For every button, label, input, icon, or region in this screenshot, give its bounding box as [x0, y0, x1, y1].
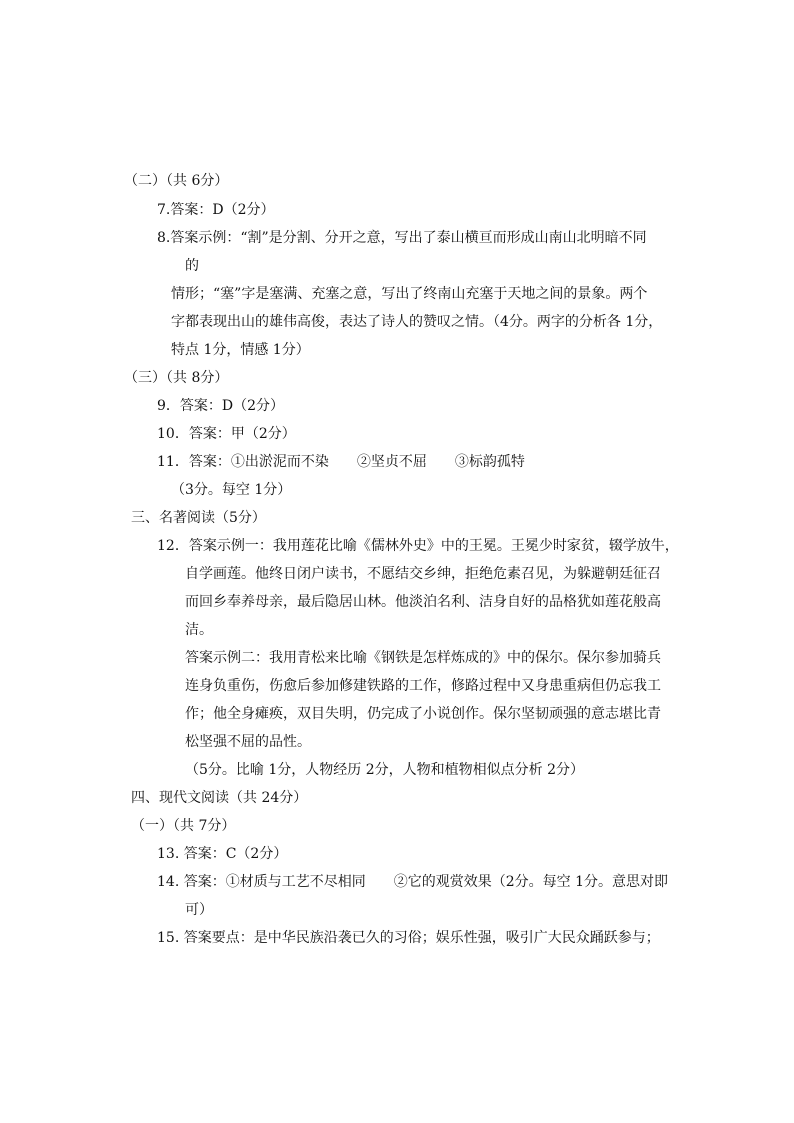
answer-11: 11．答案：①出淤泥而不染 ②坚贞不屈 ③标韵孤特 — [157, 454, 525, 470]
answer-8-continued: 情形；“塞”字是塞满、充塞之意，写出了终南山充塞于天地之间的景象。两个 — [171, 286, 648, 302]
answer-12-example-2: 答案示例二：我用青松来比喻《钢铁是怎样炼成的》中的保尔。保尔参加骑兵 — [185, 650, 661, 666]
answer-14-continued: 可） — [185, 902, 213, 918]
answer-8-continued: 字都表现出山的雄伟高俊，表达了诗人的赞叹之情。（4分。两字的分析各 1分， — [171, 314, 663, 330]
answer-7: 7.答案：D（2分） — [157, 202, 275, 218]
answer-9: 9．答案：D（2分） — [157, 398, 285, 414]
answer-8: 8.答案示例：“割”是分割、分开之意，写出了泰山横亘而形成山南山北明暗不同 — [157, 230, 647, 246]
answer-14: 14. 答案：①材质与工艺不尽相同 ②它的观赏效果（2分。每空 1分。意思对即 — [157, 874, 668, 890]
answer-12-example-2-continued: 作；他全身瘫痪，双目失明，仍完成了小说创作。保尔坚韧顽强的意志堪比青 — [185, 706, 661, 722]
answer-8-scoring: 特点 1分，情感 1分） — [171, 342, 310, 358]
answer-12-example-1-continued: 洁。 — [185, 622, 213, 638]
answer-12-scoring: （5分。比喻 1分，人物经历 2分，人物和植物相似点分析 2分） — [185, 762, 584, 778]
answer-10: 10．答案：甲（2分） — [157, 426, 296, 442]
classics-heading: 三、名著阅读（5分） — [131, 510, 266, 526]
answer-12-example-2-continued: 松坚强不屈的品性。 — [185, 734, 311, 750]
answer-12-example-1: 12．答案示例一：我用莲花比喻《儒林外史》中的王冕。王冕少时家贫，辍学放牛， — [157, 538, 679, 554]
modern-reading-part-1-heading: （一）（共 7分） — [131, 818, 236, 834]
section-3-heading: （三）（共 8分） — [124, 370, 229, 386]
answer-12-example-1-continued: 自学画莲。他终日闭户读书，不愿结交乡绅，拒绝危素召见，为躲避朝廷征召 — [185, 566, 661, 582]
answer-8-continued: 的 — [185, 258, 199, 274]
answer-11-scoring: （3分。每空 1分） — [171, 482, 292, 498]
modern-reading-heading: 四、现代文阅读（共 24分） — [131, 790, 308, 806]
section-2-heading: （二）（共 6分） — [124, 173, 229, 189]
answer-13: 13. 答案：C（2分） — [157, 846, 288, 862]
answer-12-example-1-continued: 而回乡奉养母亲，最后隐居山林。他淡泊名利、洁身自好的品格犹如莲花般高 — [185, 594, 661, 610]
answer-12-example-2-continued: 连身负重伤，伤愈后参加修建铁路的工作，修路过程中又身患重病但仍忘我工 — [185, 678, 661, 694]
answer-15: 15. 答案要点：是中华民族沿袭已久的习俗；娱乐性强，吸引广大民众踊跃参与； — [157, 930, 660, 946]
